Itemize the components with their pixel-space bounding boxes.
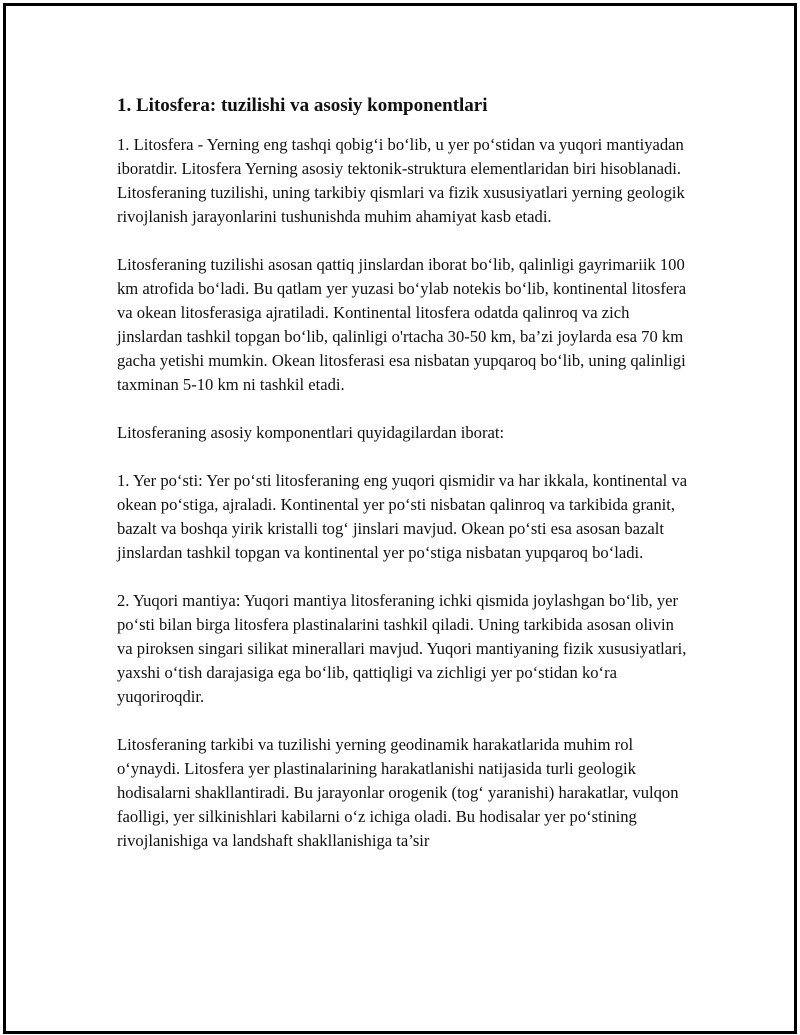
document-title: 1. Litosfera: tuzilishi va asosiy komponentlari <box>117 95 488 116</box>
document-body <box>117 92 692 877</box>
paragraph-geodynamics: Litosferaning tarkibi va tuzilishi yerning geodinamik harakatlarida muhim rol o‘ynaydi. Litosfera yer plastinalarining harakatlanishi natijasida turli geologik hodisalarni shakllantiradi. Bu jarayonlar orogenik (tog‘ yaranishi) harakatlar, vulqon faolligi, yer silkinishlari kabilarni o‘z ichiga oladi. Bu hodisalar yer po‘stining rivojlanishiga va landshaft shakllanishiga ta’sir <box>117 735 679 850</box>
paragraph-components-lead: Litosferaning asosiy komponentlari quyidagilardan iborat: <box>117 423 505 442</box>
paragraph-crust: 1. Yer po‘sti: Yer po‘sti litosferaning eng yuqori qismidir va har ikkala, kontinental va okean po‘stiga, ajraladi. Kontinental yer po‘sti nisbatan qalinroq va tarkibida granit, bazalt va boshqa yirik kristalli tog‘ jinslari mavjud. Okean po‘sti esa asosan bazalt jinslardan tashkil topgan va kontinental yer po‘stiga nisbatan yupqaroq bo‘ladi. <box>117 471 688 562</box>
paragraph-intro: 1. Litosfera - Yerning eng tashqi qobig‘i bo‘lib, u yer po‘stidan va yuqori mantiyadan iboratdir. Litosfera Yerning asosiy tektonik-struktura elementlaridan biri hisoblanadi. Litosferaning tuzilishi, uning tarkibiy qismlari va fizik xususiyatlari yerning geologik rivojlanish jarayonlarini tushunishda muhim ahamiyat kasb etadi. <box>117 135 685 226</box>
paragraph-upper-mantle: 2. Yuqori mantiya: Yuqori mantiya litosferaning ichki qismida joylashgan bo‘lib, yer po‘sti bilan birga litosfera plastinalarini tashkil qiladi. Uning tarkibida asosan olivin va piroksen singari silikat minerallari mavjud. Yuqori mantiyaning fizik xususiyatlari, yaxshi o‘tish darajasiga ega bo‘lib, qattiqligi va zichligi yer po‘stidan ko‘ra yuqoriroqdir. <box>117 591 687 706</box>
paragraph-structure: Litosferaning tuzilishi asosan qattiq jinslardan iborat bo‘lib, qalinligi gayrimariik 100 km atrofida bo‘ladi. Bu qatlam yer yuzasi bo‘ylab notekis bo‘lib, kontinental litosfera va okean litosferasiga ajratiladi. Kontinental litosfera odatda qalinroq va zich jinslardan tashkil topgan bo‘lib, qalinligi o'rtacha 30-50 km, ba’zi joylarda esa 70 km gacha yetishi mumkin. Okean litosferasi esa nisbatan yupqaroq bo‘lib, uning qalinligi taxminan 5-10 km ni tashkil etadi. <box>117 255 687 394</box>
